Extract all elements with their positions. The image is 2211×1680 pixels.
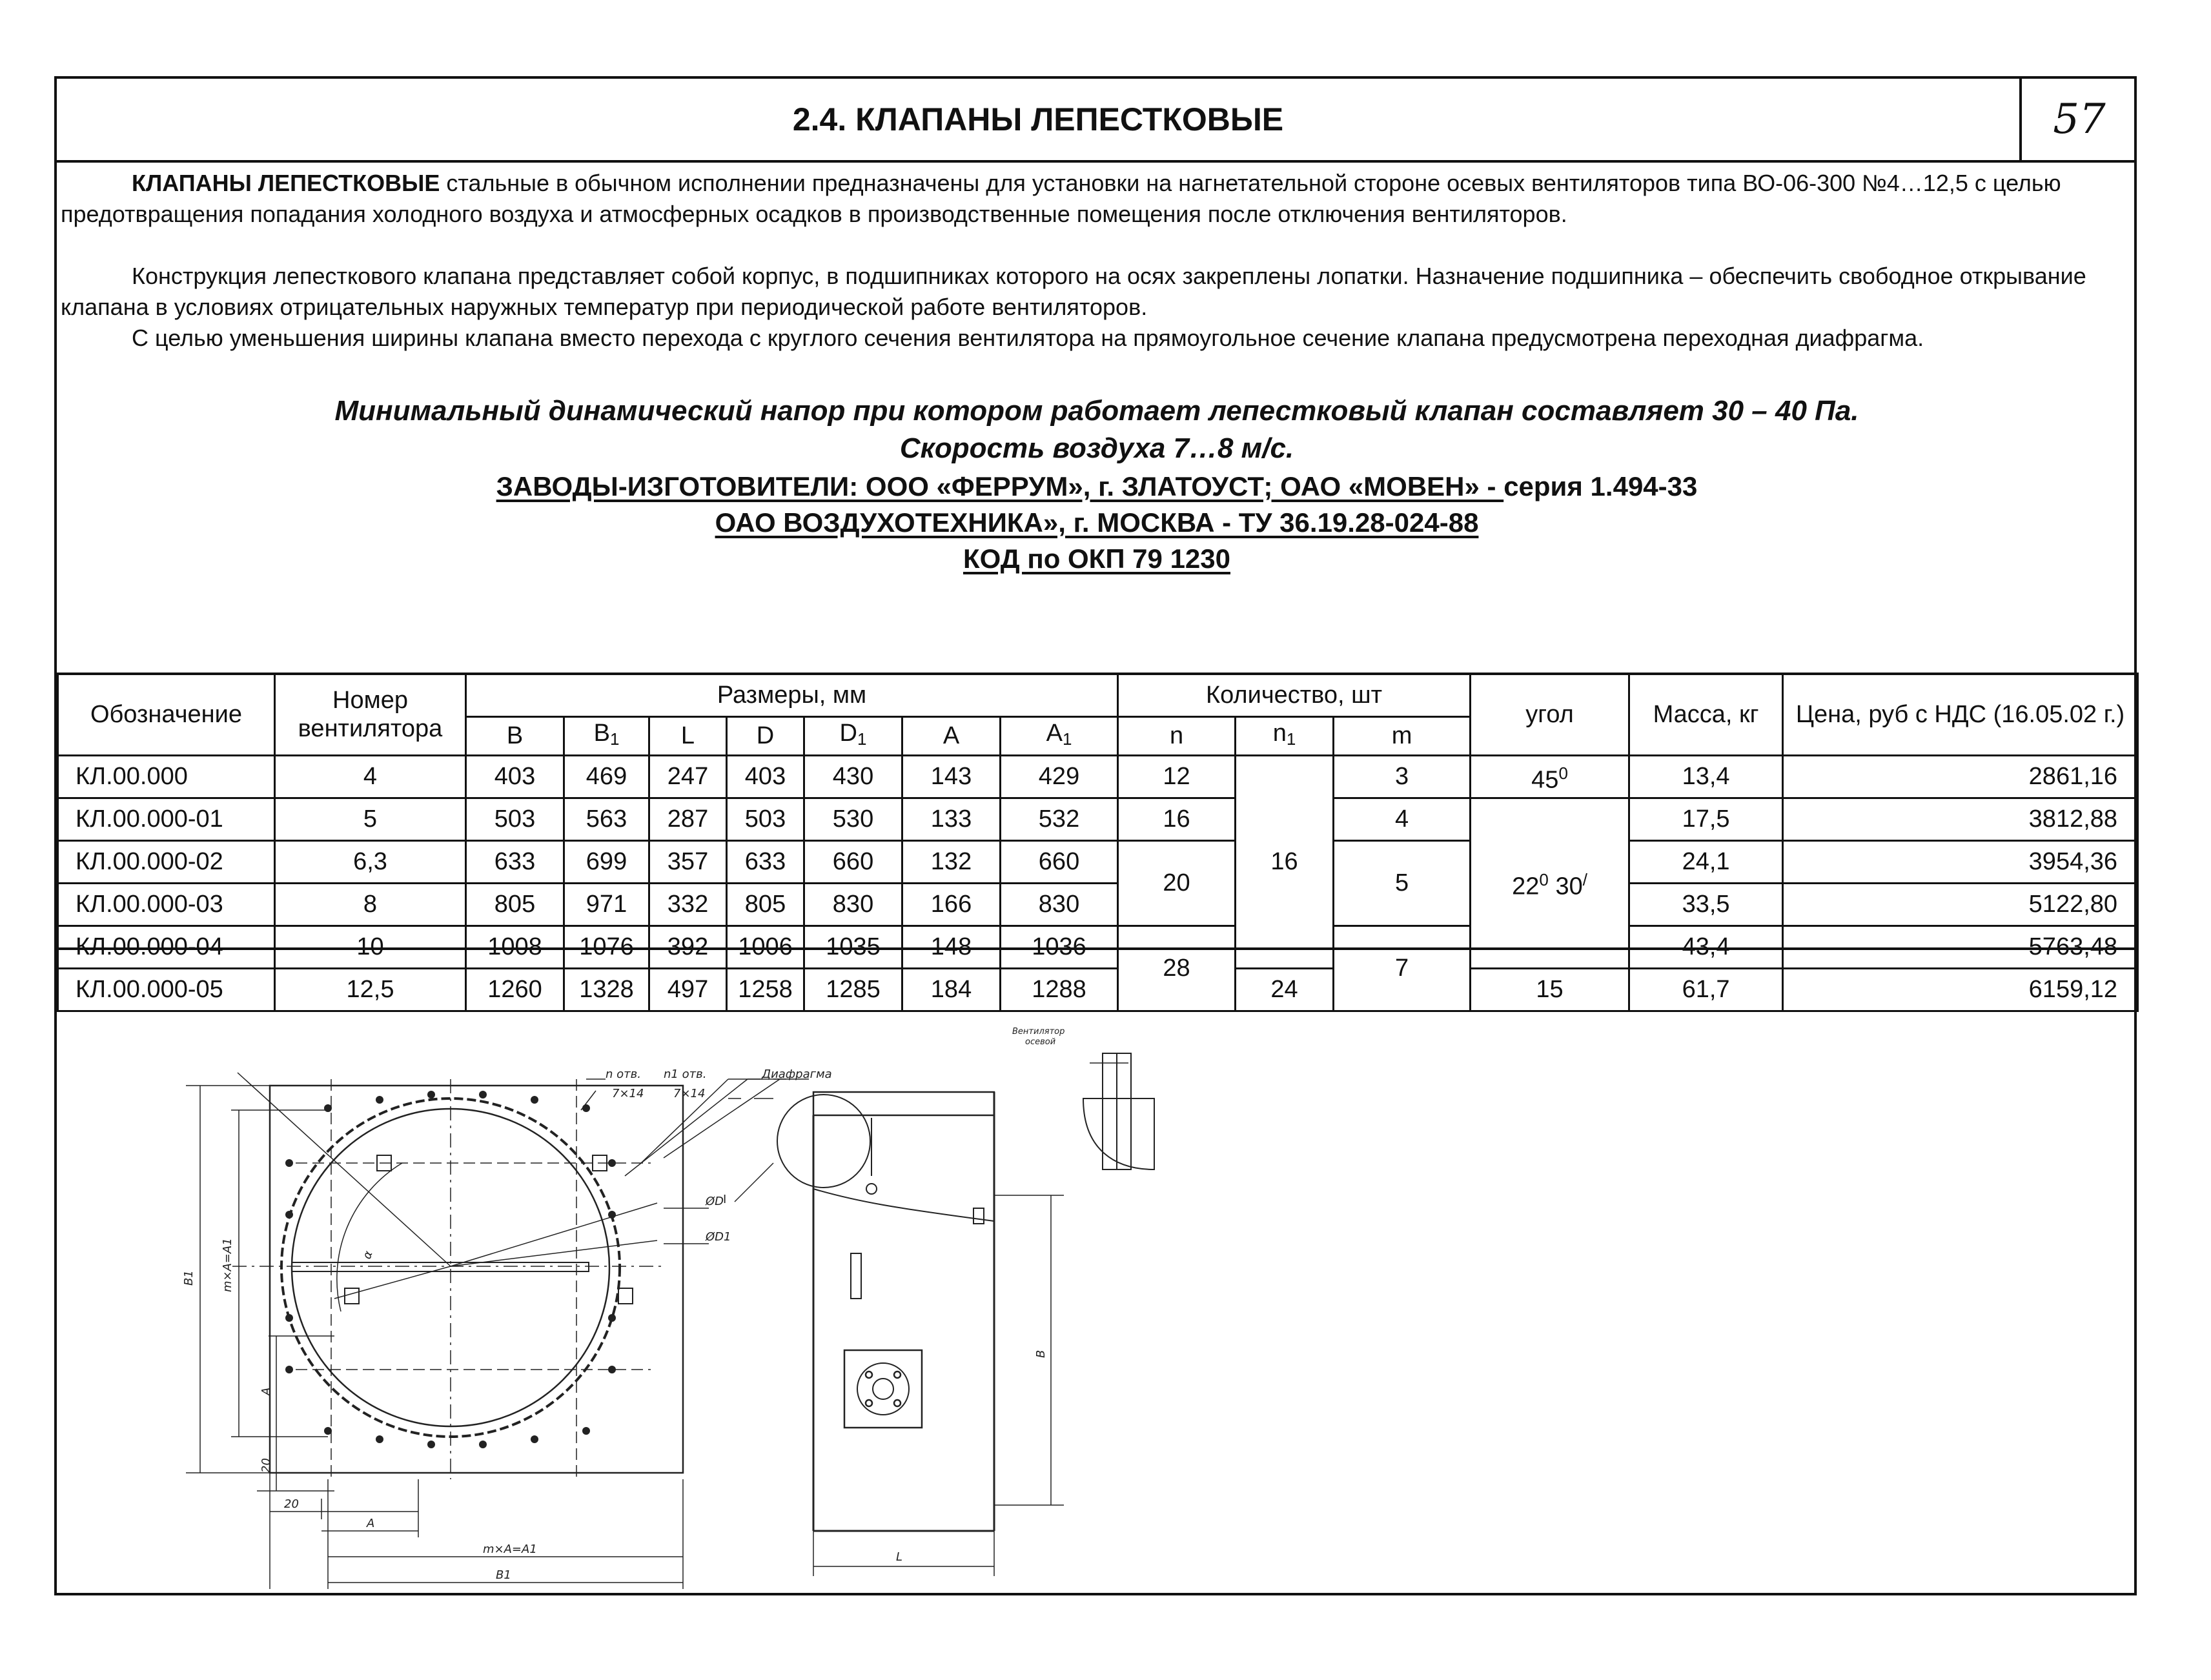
cell-fan: 4 bbox=[275, 755, 466, 798]
header-quantity: Количество, шт bbox=[1118, 674, 1471, 716]
cell-angle: 15 bbox=[1471, 968, 1629, 1011]
detail-view-I bbox=[1083, 1053, 1154, 1169]
label-dim-mA-horizontal: m×A=A1 bbox=[483, 1543, 537, 1556]
label-dim-mA-vertical: m×A=A1 bbox=[221, 1238, 234, 1292]
cell-angle-merged: $22^0$ 30/ bbox=[1471, 798, 1629, 968]
label-dim-20-horizontal: 20 bbox=[284, 1497, 299, 1511]
page-number: 57 bbox=[2053, 96, 2106, 143]
cell-B: 503 bbox=[466, 798, 564, 840]
cell-B1: 469 bbox=[564, 755, 649, 798]
label-dim-20-vertical: 20 bbox=[260, 1458, 273, 1473]
intro-paragraph-1 bbox=[61, 168, 2126, 230]
label-axial: осевой bbox=[1025, 1037, 1056, 1047]
cell-B1: 1328 bbox=[564, 968, 649, 1011]
intro-paragraph-2 bbox=[61, 261, 2126, 323]
intro-section bbox=[57, 168, 2137, 671]
header-dimensions: Размеры, мм bbox=[466, 674, 1118, 716]
side-view bbox=[813, 1092, 1064, 1595]
cell-m-merged: 7 bbox=[1334, 926, 1471, 1011]
series-text: серия 1.494-33 bbox=[1503, 471, 1698, 501]
cell-code: КЛ.00.000 bbox=[58, 755, 275, 798]
technical-drawing-area bbox=[57, 947, 2137, 1595]
header-angle: угол bbox=[1471, 674, 1629, 755]
cell-D1: 530 bbox=[804, 798, 902, 840]
okp-code: КОД по ОКП 79 1230 bbox=[963, 543, 1230, 574]
intro-text-3: С целью уменьшения ширины клапана вместо перехода с круглого сечения вентилятора на прямоугольное сечение клапана предусмотрена переходная диафрагма. bbox=[132, 325, 1924, 351]
label-n-holes: n отв. bbox=[606, 1068, 641, 1081]
cell-price: 5763,48 bbox=[1783, 926, 2138, 968]
cell-code: КЛ.00.000-04 bbox=[58, 926, 275, 968]
front-view bbox=[186, 1073, 870, 1589]
cell-A: 166 bbox=[902, 883, 1001, 926]
table-row bbox=[58, 883, 2138, 926]
label-dia-D: ØD bbox=[706, 1195, 724, 1208]
header-D: D bbox=[727, 716, 804, 755]
cell-mass: 13,4 bbox=[1629, 755, 1783, 798]
cell-B1: 699 bbox=[564, 840, 649, 883]
header-n1: $n_1$ bbox=[1236, 716, 1334, 755]
cell-mass: 33,5 bbox=[1629, 883, 1783, 926]
table-row bbox=[58, 755, 2138, 798]
cell-B: 805 bbox=[466, 883, 564, 926]
title-row bbox=[57, 79, 2137, 163]
cell-D1: 430 bbox=[804, 755, 902, 798]
cell-n-merged: 20 bbox=[1118, 840, 1236, 926]
cell-n1-merged: 16 bbox=[1236, 755, 1334, 968]
cell-code: КЛ.00.000-05 bbox=[58, 968, 275, 1011]
cell-B1: 563 bbox=[564, 798, 649, 840]
cell-mass: 61,7 bbox=[1629, 968, 1783, 1011]
header-B: B bbox=[466, 716, 564, 755]
header-A: A bbox=[902, 716, 1001, 755]
manufacturers-line-1 bbox=[57, 471, 2137, 502]
cell-m: 4 bbox=[1334, 798, 1471, 840]
cell-price: 3954,36 bbox=[1783, 840, 2138, 883]
cell-fan: 6,3 bbox=[275, 840, 466, 883]
manufacturers-text: ЗАВОДЫ-ИЗГОТОВИТЕЛИ: ООО «ФЕРРУМ», г. ЗЛАТОУСТ; ОАО «МОВЕН» - bbox=[496, 471, 1504, 501]
air-speed-note: Скорость воздуха 7…8 м/с. bbox=[899, 432, 1294, 464]
cell-D: 1258 bbox=[727, 968, 804, 1011]
table-row bbox=[58, 798, 2138, 840]
table-row bbox=[58, 840, 2138, 883]
cell-n-merged: 28 bbox=[1118, 926, 1236, 1011]
cell-n: 12 bbox=[1118, 755, 1236, 798]
cell-A: 143 bbox=[902, 755, 1001, 798]
cell-B1: 1076 bbox=[564, 926, 649, 968]
cell-fan: 10 bbox=[275, 926, 466, 968]
page-number-cell bbox=[2019, 79, 2137, 160]
cell-angle: $45^0$ bbox=[1471, 755, 1629, 798]
cell-A: 148 bbox=[902, 926, 1001, 968]
label-n1-holes: n1 отв. bbox=[664, 1068, 707, 1081]
cell-mass: 43,4 bbox=[1629, 926, 1783, 968]
cell-fan: 8 bbox=[275, 883, 466, 926]
header-mass: Масса, кг bbox=[1629, 674, 1783, 755]
okp-code-line bbox=[57, 543, 2137, 574]
valve-drawing bbox=[57, 950, 2134, 1595]
cell-D: 1006 bbox=[727, 926, 804, 968]
cell-L: 247 bbox=[649, 755, 727, 798]
cell-B1: 971 bbox=[564, 883, 649, 926]
label-dia-D1: ØD1 bbox=[706, 1230, 731, 1244]
label-dim-A-horizontal: A bbox=[367, 1517, 375, 1530]
cell-A1: 830 bbox=[1001, 883, 1118, 926]
page-title: 2.4. КЛАПАНЫ ЛЕПЕСТКОВЫЕ bbox=[792, 101, 1284, 137]
cell-D: 633 bbox=[727, 840, 804, 883]
label-fan: Вентилятор bbox=[1012, 1027, 1065, 1037]
cell-B: 1008 bbox=[466, 926, 564, 968]
cell-price: 2861,16 bbox=[1783, 755, 2138, 798]
label-n-holes-size: 7×14 bbox=[612, 1087, 644, 1100]
intro-text-1: стальные в обычном исполнении предназначены для установки на нагнетательной стороне осевых вентиляторов типа ВО-06-300 №4…12,5 с целью предотвращения попадания холодного воздуха и атмосферных осадков в производственные помещения после отключения вентиляторов. bbox=[61, 170, 2061, 227]
cell-A: 132 bbox=[902, 840, 1001, 883]
cell-D: 403 bbox=[727, 755, 804, 798]
cell-mass: 17,5 bbox=[1629, 798, 1783, 840]
cell-D1: 1285 bbox=[804, 968, 902, 1011]
header-D1: $D_1$ bbox=[804, 716, 902, 755]
cell-B: 403 bbox=[466, 755, 564, 798]
cell-B: 633 bbox=[466, 840, 564, 883]
cell-D1: 660 bbox=[804, 840, 902, 883]
header-m: m bbox=[1334, 716, 1471, 755]
cell-D: 805 bbox=[727, 883, 804, 926]
header-n: n bbox=[1118, 716, 1236, 755]
cell-A: 133 bbox=[902, 798, 1001, 840]
label-dim-B1-vertical: B1 bbox=[182, 1270, 196, 1286]
label-dim-B1-horizontal: B1 bbox=[496, 1568, 511, 1582]
cell-L: 392 bbox=[649, 926, 727, 968]
document-sheet bbox=[54, 76, 2137, 1595]
cell-price: 3812,88 bbox=[1783, 798, 2138, 840]
table-header-row-1 bbox=[58, 674, 2138, 716]
cell-A1: 1288 bbox=[1001, 968, 1118, 1011]
header-A1: $A_1$ bbox=[1001, 716, 1118, 755]
label-diaphragm: Диафрагма bbox=[762, 1068, 832, 1081]
label-dim-A-vertical: A bbox=[260, 1387, 273, 1395]
manufacturers-line-2 bbox=[57, 507, 2137, 538]
cell-code: КЛ.00.000-02 bbox=[58, 840, 275, 883]
cell-n: 16 bbox=[1118, 798, 1236, 840]
label-alpha: α bbox=[360, 1249, 376, 1261]
label-node-I: I bbox=[723, 1193, 727, 1206]
cell-A1: 1036 bbox=[1001, 926, 1118, 968]
cell-price: 6159,12 bbox=[1783, 968, 2138, 1011]
header-L: L bbox=[649, 716, 727, 755]
label-side-L: L bbox=[896, 1550, 903, 1564]
valve-flange-outline bbox=[270, 1086, 683, 1473]
cell-price: 5122,80 bbox=[1783, 883, 2138, 926]
cell-A1: 660 bbox=[1001, 840, 1118, 883]
cell-D1: 1035 bbox=[804, 926, 902, 968]
intro-text-2: Конструкция лепесткового клапана представляет собой корпус, в подшипниках которого на осях закреплены лопатки. Назначение подшипника – обеспечить свободное открывание клапана в условиях отрицательных наружных температур при периодической работе вентиляторов. bbox=[61, 263, 2086, 320]
cell-fan: 5 bbox=[275, 798, 466, 840]
cell-L: 332 bbox=[649, 883, 727, 926]
cell-A1: 429 bbox=[1001, 755, 1118, 798]
header-price: Цена, руб с НДС (16.05.02 г.) bbox=[1783, 674, 2138, 755]
label-n1-holes-size: 7×14 bbox=[673, 1087, 706, 1100]
cell-mass: 24,1 bbox=[1629, 840, 1783, 883]
cell-A1: 532 bbox=[1001, 798, 1118, 840]
cell-code: КЛ.00.000-01 bbox=[58, 798, 275, 840]
cell-m: 3 bbox=[1334, 755, 1471, 798]
cell-D1: 830 bbox=[804, 883, 902, 926]
cell-L: 497 bbox=[649, 968, 727, 1011]
min-pressure-note: Минимальный динамический напор при котором работает лепестковый клапан составляет 30 – 40 Па. bbox=[334, 395, 1859, 427]
intro-lead: КЛАПАНЫ ЛЕПЕСТКОВЫЕ bbox=[132, 170, 440, 196]
cell-B: 1260 bbox=[466, 968, 564, 1011]
cell-code: КЛ.00.000-03 bbox=[58, 883, 275, 926]
label-side-B: B bbox=[1034, 1350, 1048, 1358]
cell-fan: 12,5 bbox=[275, 968, 466, 1011]
intro-paragraph-3 bbox=[61, 323, 2126, 354]
header-designation: Обозначение bbox=[58, 674, 275, 755]
manufacturers-text-2: ОАО ВОЗДУХОТЕХНИКА», г. МОСКВА - ТУ 36.19.28-024-88 bbox=[715, 507, 1479, 538]
cell-A: 184 bbox=[902, 968, 1001, 1011]
header-fan-number: Номер вентилятора bbox=[275, 674, 466, 755]
cell-L: 287 bbox=[649, 798, 727, 840]
cell-m-merged: 5 bbox=[1334, 840, 1471, 926]
cell-n1: 24 bbox=[1236, 968, 1334, 1011]
cell-D: 503 bbox=[727, 798, 804, 840]
header-B1: $B_1$ bbox=[564, 716, 649, 755]
cell-L: 357 bbox=[649, 840, 727, 883]
